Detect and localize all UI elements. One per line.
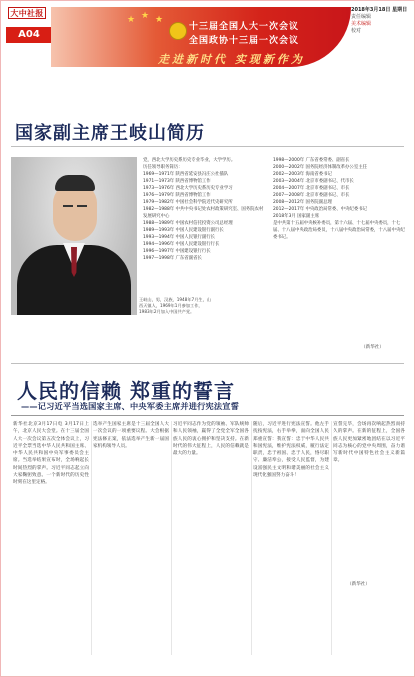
- portrait-tie: [71, 247, 77, 277]
- bio-line: 1993—1994年 中国人民银行副行长: [143, 235, 216, 240]
- bio-line: 1996—1997年 中国建设银行行长: [143, 249, 211, 254]
- masthead-right-info: [351, 7, 413, 67]
- article-paragraph: 宣誓完毕，会场再次响起热烈而持久的掌声。在新的征程上，全国各族人民更加紧密地团结在以习近平同志为核心的党中央周围，奋力谱写新时代中国特色社会主义新篇章。: [333, 422, 405, 464]
- bio-line: 历任领导职务简历：: [143, 165, 183, 170]
- bio-line: 2004—2007年 北京市委副书记、市长: [273, 186, 350, 191]
- bio-line: 1997—1998年 广东省副省长: [143, 256, 202, 261]
- portrait-face: [53, 183, 97, 241]
- masthead: [3, 3, 414, 76]
- article-paragraph: 新华社北京3月17日电 3月17日上午，北京人民大会堂。在十三届全国人大一次会议第五次全体会议上，习近平全票当选中华人民共和国主席、中华人民共和国中央军事委员会主席。当选举结果宣布时，全场响起长时间热烈的掌声。习近平同志起立向大家鞠躬致意。一个新时代的历史性时刻在这里定格。: [13, 422, 89, 486]
- proofreader: 校对: [351, 28, 362, 34]
- article-column-2: [93, 421, 169, 451]
- bio-line: 1973—1976年 西北大学历史系历史专业学习: [143, 186, 233, 191]
- issue-date: 2018年3月18日 星期日: [351, 7, 408, 13]
- portrait-eye: [63, 205, 73, 207]
- art-editor: 美术编辑: [351, 21, 372, 27]
- article-subtitle: ——记习近平当选国家主席、中央军委主席并进行宪法宣誓: [21, 401, 240, 411]
- bio-line: 1994—1996年 中国人民建设银行行长: [143, 242, 220, 247]
- article-paragraph: 随后，习近平进行宪法宣誓。他左手抚按宪法，右手举拳，面向全国人民郑重宣誓：我宣誓：忠于中华人民共和国宪法，维护宪法权威，履行法定职责，忠于祖国、忠于人民，恪尽职守、廉洁奉公，接受人民监督，为建设富强民主文明和谐美丽的社会主义现代化强国努力奋斗！: [253, 422, 329, 479]
- bio-source: （新华社）: [361, 345, 384, 350]
- bio-line: 2003—2004年 北京市委副书记、代市长: [273, 179, 354, 184]
- bio-line: 党，西北大学历史系历史专业毕业，大学学历。: [143, 158, 236, 163]
- page-number-badge: A04: [6, 27, 52, 43]
- bio-headline: 国家副主席王岐山简历: [15, 123, 205, 144]
- article-column-5: [333, 421, 405, 466]
- newspaper-logo: 大中社报: [8, 7, 46, 19]
- banner-line-2: 全国政协十三届一次会议: [189, 36, 300, 46]
- bio-line: 2007—2008年 北京市委副书记、市长: [273, 193, 350, 198]
- bio-line: 1988—1989年 中国农村信托投资公司总经理: [143, 221, 233, 226]
- responsible-editor: 责任编辑: [351, 14, 372, 20]
- column-separator: [331, 421, 332, 655]
- portrait-photo: [11, 157, 137, 315]
- bio-line: 2002—2003年 海南省委书记: [273, 172, 332, 177]
- article-column-4: [253, 421, 329, 480]
- bio-line: 1989—1993年 中国人民建设银行副行长: [143, 228, 224, 233]
- divider: [11, 415, 404, 416]
- bio-line: 1982—1988年 中共中央书记处农村政策研究室、国务院农村发展研究中心: [143, 207, 264, 219]
- portrait-hair: [55, 175, 95, 191]
- column-separator: [91, 421, 92, 655]
- column-separator: [171, 421, 172, 655]
- divider: [11, 363, 404, 364]
- article-paragraph: 选举产生国家主席是十三届全国人大一次会议的一项重要议程。大会根据宪法修正案，依法选举产生新一届国家机构领导人员。: [93, 422, 169, 449]
- bio-column-b: [273, 157, 405, 241]
- bio-line: 1998—2000年 广东省委常委、副省长: [273, 158, 350, 163]
- masthead-slogan: 走进新时代 实现新作为: [158, 53, 305, 66]
- column-separator: [251, 421, 252, 655]
- bio-line: 1969—1971年 陕西省延安县冯庄公社插队: [143, 172, 229, 177]
- bio-column-a: [143, 157, 267, 262]
- article-column-1: [13, 421, 89, 488]
- masthead-banner: [51, 7, 351, 67]
- article-source: （新华社）: [347, 582, 370, 587]
- bio-line: 1971—1973年 陕西省博物馆工作: [143, 179, 211, 184]
- article-headline: 人民的信赖 郑重的誓言: [17, 379, 235, 403]
- bio-line: 2008—2012年 国务院副总理: [273, 200, 332, 205]
- banner-line-1: 十三届全国人大一次会议: [189, 22, 300, 32]
- bio-line: 2018年3月 国家副主席: [273, 214, 320, 219]
- photo-caption: 王岐山，男，汉族，1948年7月生，山西天镇人，1969年1月参加工作，1983年2月加入中国共产党。: [139, 297, 211, 314]
- national-emblem-icon: [169, 22, 187, 40]
- star-icon: ★: [127, 15, 136, 25]
- article-paragraph: 习近平同志作为党的领袖、军队统帅和人民领袖，赢得了全党全军全国各族人民的衷心拥护和坚决支持。在新时代的伟大征程上，人民的信赖就是最大的力量。: [173, 422, 249, 457]
- bio-line: 1976—1979年 陕西省博物馆工作: [143, 193, 211, 198]
- star-icon: ★: [155, 15, 164, 25]
- article-column-3: [173, 421, 249, 458]
- portrait-eye: [77, 205, 87, 207]
- bio-line: 2000—2002年 国务院经济体制改革办公室主任: [273, 165, 367, 170]
- bio-line: 1979—1982年 中国社会科学院近代史研究所: [143, 200, 233, 205]
- star-icon: ★: [141, 11, 150, 21]
- bio-line: 是中共第十五届中央候补委员，第十六届、十七届中央委员，十七届、十八届中央政治局委员，十八届中央政治局常委，十八届中央纪委书记。: [273, 221, 405, 240]
- bio-line: 2012—2017年 中央政治局常委、中央纪委书记: [273, 207, 367, 212]
- divider: [11, 146, 404, 147]
